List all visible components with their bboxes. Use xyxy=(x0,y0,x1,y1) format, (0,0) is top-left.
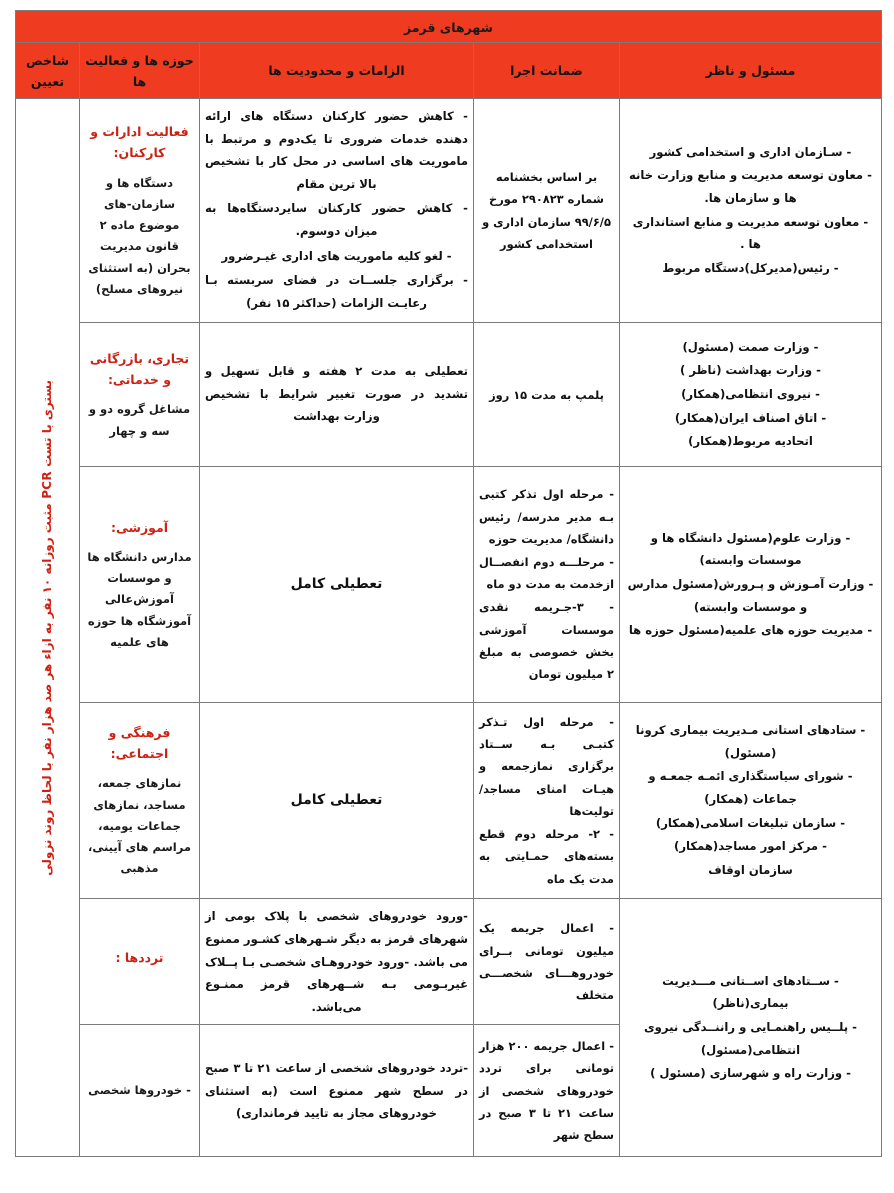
list-item: - وزارت بهداشت (ناظر ) xyxy=(680,363,821,378)
cell-area xyxy=(80,703,200,899)
restrictions-table xyxy=(15,10,882,1157)
cell-limits: تعطیلی کامل xyxy=(200,467,474,703)
cell-area xyxy=(80,323,200,467)
cell-enforcement: پلمپ به مدت ۱۵ روز xyxy=(474,323,620,467)
table-row xyxy=(15,99,881,323)
table-row xyxy=(15,467,881,703)
list-item: - مرحلـــه دوم انفصــال ازخدمت به مدت دو ماه xyxy=(479,554,614,592)
list-item: - ۳-جـریمه نقدی موسسات آموزشی بخش خصوصی به مبلغ ۲ میلیون تومان xyxy=(479,600,614,682)
cell-enforcement: - اعمال جریمه ۲۰۰ هزار تومانی برای تردد خودروهای شخصی از ساعت ۲۱ تا ۳ صبح در سطح شهر xyxy=(474,1025,620,1157)
cell-limits: تعطیلی کامل xyxy=(200,703,474,899)
list-item: - ستادهای استانی مـدیریت بیماری کرونا (مسئول) xyxy=(635,723,866,760)
column-header-responsible xyxy=(620,43,882,99)
list-item: - شورای سیاستگذاری ائمـه جمعـه و جماعات (همکار) xyxy=(648,769,853,807)
list-item: - برگزاری جلســات در فضای سربسته بـا رعایـت الزامات (حداکثر ۱۵ نفر) xyxy=(205,273,468,310)
area-body: دستگاه ها و سازمان-های موضوع ماده ۲ قانون مدیریت بحران (به استثنای نیروهای مسلح) xyxy=(88,175,191,296)
list-item: - کاهش حضور کارکنان دستگاه های ارائه دهنده خدمات ضروری تا یک‌دوم و مرتبط با ماموریت های اساسی در محل کار با تشخیص بالا ترین مقام xyxy=(205,109,468,191)
list-item: - رئیس(مدیرکل)دستگاه مربوط xyxy=(662,260,839,275)
enforcement-list xyxy=(479,711,614,890)
list-item: - مرحله اول تـذکر کتبـی بـه ســتاد برگزاری نمازجمعه و هیـات امنای مساجد/ تولیت‌ها xyxy=(479,714,614,818)
area-title: آموزشی: xyxy=(111,519,168,535)
column-header-limits-label: الزامات و محدودیت ها xyxy=(268,63,405,79)
list-item: - مرحله اول تذکر کتبی بـه مدیر مدرسه/ رئیس دانشگاه/ مدیریت حوزه xyxy=(479,487,614,546)
cell-responsible xyxy=(620,323,882,467)
area-title: تجاری، بازرگانی و خدماتی: xyxy=(89,350,190,388)
column-header-limits xyxy=(200,43,474,99)
column-header-enforcement-label: ضمانت اجرا xyxy=(510,63,583,79)
cell-responsible xyxy=(620,703,882,899)
column-header-areas xyxy=(80,43,200,99)
area-title: فرهنگی و اجتماعی: xyxy=(108,724,171,762)
list-item: - ســتادهای اســتانی مـــدیریت بیماری(ناظر) xyxy=(662,973,839,1011)
responsible-list xyxy=(625,141,876,280)
cell-enforcement xyxy=(474,703,620,899)
area-title: ترددها : xyxy=(115,949,164,965)
column-header-index-line2: تعیین xyxy=(30,73,65,89)
limits-list xyxy=(205,360,468,428)
area-title: فعالیت ادارات و کارکنان: xyxy=(90,124,189,161)
area-body: نمازهای جمعه، مساجد، نمازهای جماعات یومیه، مراسم های آیینی، مذهبی xyxy=(87,776,192,876)
responsible-list xyxy=(625,527,876,642)
list-item: - مرکز امور مساجد(همکار) xyxy=(674,839,827,854)
responsible-list xyxy=(625,970,876,1085)
table-row xyxy=(15,323,881,467)
cell-responsible xyxy=(620,99,882,323)
list-item: - معاون توسعه مدیریت و منابع استانداری ها . xyxy=(632,214,869,252)
cell-limits: -تردد خودروهای شخصی از ساعت ۲۱ تا ۳ صبح در سطح شهر ممنوع است (به استثنای خودروهای مجاز به تایید فرمانداری) xyxy=(200,1025,474,1157)
area-body: - خودروها شخصی xyxy=(88,1083,191,1098)
table-row xyxy=(15,703,881,899)
enforcement-list xyxy=(479,483,614,685)
cell-responsible xyxy=(620,467,882,703)
list-item: - وزارت آمـوزش و پـرورش(مسئول مدارس و موسسات وابسته) xyxy=(627,577,874,614)
list-item: - پلــیس راهنمـایی و راننــدگی نیروی انتظامی(مسئول) xyxy=(644,1020,857,1057)
list-item: - وزارت علوم(مسئول دانشگاه ها و موسسات وابسته) xyxy=(650,530,851,568)
list-item: - سازمان تبلیغات اسلامی(همکار) xyxy=(655,815,846,830)
list-item: - اتاق اصناف ایران(همکار) xyxy=(674,410,827,425)
list-item: - مدیریت حوزه های علمیه(مسئول حوزه ها xyxy=(628,623,873,638)
limits-list xyxy=(205,105,468,314)
list-item: - لغو کلیه ماموریت های اداری غیـرضرور xyxy=(221,248,452,263)
cell-index-vertical xyxy=(15,99,79,1157)
list-item: سازمان اوقاف xyxy=(708,862,793,877)
cell-limits xyxy=(200,99,474,323)
cell-area xyxy=(80,467,200,703)
list-item: تعطیلی به مدت ۲ هفته و قابل تسهیل و تشدید در صورت تغییر شرایط با تشخیص وزارت بهداشت xyxy=(205,363,468,424)
column-header-enforcement xyxy=(474,43,620,99)
area-body: مشاغل گروه دو و سه و چهار xyxy=(88,402,191,438)
cell-enforcement: بر اساس بخشنامه شماره ۲۹۰۸۲۳ مورخ ۹۹/۶/۵ سازمان اداری و استخدامی کشور xyxy=(474,99,620,323)
cell-area xyxy=(80,1025,200,1157)
area-body: مدارس دانشگاه ها و موسسات آموزش‌عالی آموزشگاه ها حوزه های علمیه xyxy=(87,549,192,649)
cell-enforcement: - اعمال جریمه یک میلیون تومانی بــرای خودروهـــای شخصـــی متخلف xyxy=(474,899,620,1025)
list-item: - کاهش حضور کارکنان سایردستگاه‌ها به میزان دوسوم. xyxy=(205,201,468,238)
list-item: - ۲- مرحله دوم قطع بسته‌های حمـایتی به مدت یک ماه xyxy=(479,827,614,886)
column-header-responsible-label: مسئول و ناظر xyxy=(705,63,796,79)
banner-cell xyxy=(15,11,881,43)
list-item: اتحادیه مربوط(همکار) xyxy=(688,434,813,449)
column-header-areas-label: حوزه ها و فعالیت ها xyxy=(85,52,194,89)
column-header-index-line1: شاخص xyxy=(25,52,69,68)
cell-limits xyxy=(200,323,474,467)
cell-area xyxy=(80,99,200,323)
table-header-row xyxy=(15,43,881,99)
cell-area xyxy=(80,899,200,1025)
list-item: - وزارت صمت (مسئول) xyxy=(682,339,819,354)
banner-title: شهرهای قرمز xyxy=(403,20,493,35)
list-item: - نیروی انتظامی(همکار) xyxy=(681,387,820,402)
cell-limits: -ورود خودروهای شخصی با پلاک بومی از شهرهای قرمز به دیگر شـهرهای کشـور ممنوع می باشد. -ورود خودروهـای شخصـی بـا پــلاک غیربـومی بـه شــهرهای قرمز ممنـوع می‌باشد. xyxy=(200,899,474,1025)
column-header-index xyxy=(15,43,79,99)
responsible-list xyxy=(625,719,876,881)
list-item: - سـازمان اداری و استخدامی کشور xyxy=(649,144,852,159)
cell-enforcement xyxy=(474,467,620,703)
list-item: - وزارت راه و شهرسازی (مسئول ) xyxy=(650,1066,851,1081)
list-item: - معاون توسعه مدیریت و منابع وزارت خانه ها و سازمان ها. xyxy=(629,168,872,206)
table-banner-row xyxy=(15,11,881,43)
index-vertical-label: بستری با تست PCR مثبت روزانه ۱۰ نفر به ازاء هر صد هزار نفر با لحاظ روند نزولی xyxy=(40,379,55,876)
table-row xyxy=(15,899,881,1025)
responsible-list xyxy=(625,336,876,453)
cell-responsible xyxy=(620,899,882,1157)
